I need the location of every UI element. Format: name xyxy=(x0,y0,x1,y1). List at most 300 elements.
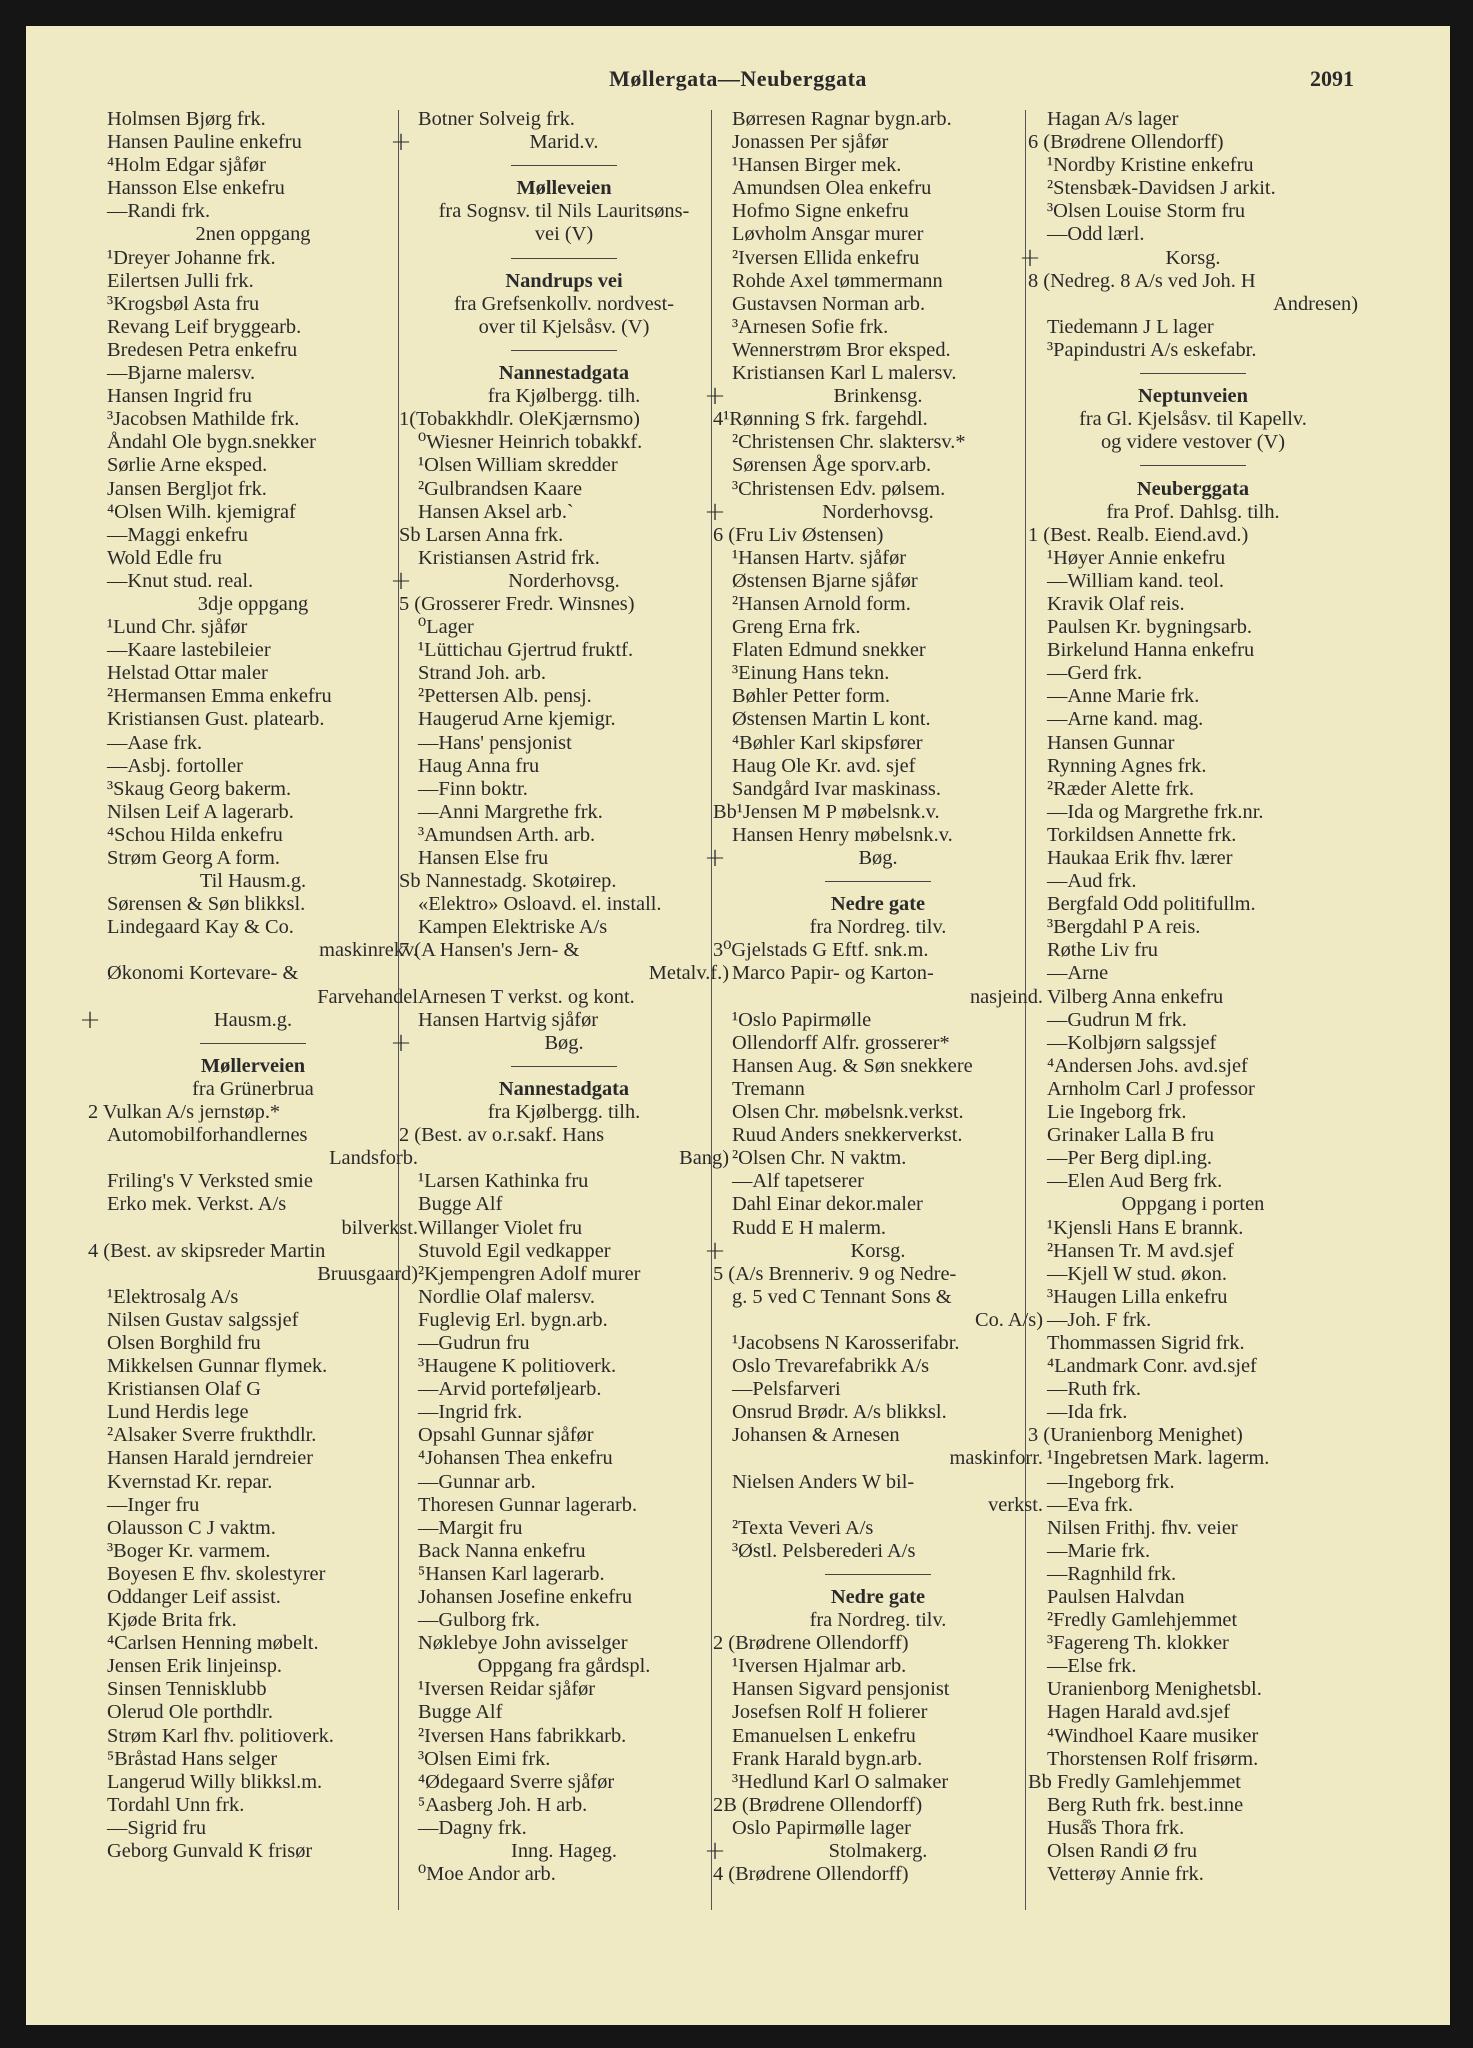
directory-entry xyxy=(88,1517,418,1540)
line-text: Hansen Gunnar xyxy=(1047,731,1175,754)
section-note xyxy=(1028,501,1358,524)
line-text: Onsrud Brødr. A/s blikksl. xyxy=(732,1401,947,1424)
directory-entry xyxy=(88,154,418,177)
directory-entry xyxy=(399,1447,729,1470)
line-text: ⁰Lager xyxy=(418,616,474,639)
line-text: Bb¹Jensen M P møbelsnk.v. xyxy=(713,800,940,823)
house-number-entry xyxy=(399,524,729,547)
line-text: Holmsen Bjørg frk. xyxy=(107,108,266,130)
line-text: —Gerd frk. xyxy=(1047,662,1143,685)
directory-entry xyxy=(399,1170,729,1193)
line-text: —Randi frk. xyxy=(107,200,211,223)
line-text: ³Krogsbøl Asta fru xyxy=(107,292,260,315)
line-text: Tiedemann J L lager xyxy=(1047,315,1214,338)
line-text: Sb Nannestadg. Skotøirep. xyxy=(399,870,617,893)
house-number-entry xyxy=(1028,270,1358,293)
directory-entry xyxy=(713,270,1043,293)
line-text: Rudd E H malerm. xyxy=(732,1216,887,1239)
section-note xyxy=(399,381,729,412)
directory-entry xyxy=(399,547,729,570)
directory-entry xyxy=(399,1286,729,1309)
directory-entry xyxy=(1028,1609,1358,1632)
section-divider xyxy=(88,1027,418,1058)
directory-entry xyxy=(88,408,418,431)
line-text: ¹Lüttichau Gjertrud fruktf. xyxy=(418,639,634,662)
directory-entry xyxy=(1028,616,1358,639)
line-text: Kvernstad Kr. repar. xyxy=(107,1470,273,1493)
directory-entry xyxy=(713,1771,1043,1794)
line-text: Grinaker Lalla B fru xyxy=(1047,1124,1215,1147)
directory-entry xyxy=(88,1725,418,1748)
line-text: ³Arnesen Sofie frk. xyxy=(732,315,889,338)
section-divider xyxy=(399,339,729,362)
line-text: Olerud Ole porthdlr. xyxy=(107,1701,273,1724)
line-text: Johansen & Arnesen xyxy=(732,1424,900,1447)
line-text: Opsahl Gunnar sjåfør xyxy=(418,1424,594,1447)
directory-entry xyxy=(713,1032,1043,1055)
directory-entry xyxy=(713,1748,1043,1771)
directory-entry xyxy=(1028,732,1358,755)
directory-entry xyxy=(1028,1540,1358,1563)
directory-entry xyxy=(88,1817,418,1840)
line-text: Metalv.f.) xyxy=(648,962,729,985)
line-text: —Arne xyxy=(1047,962,1109,985)
crossing-icon: + xyxy=(704,496,726,527)
line-text: 2B (Brødrene Ollendorff) xyxy=(713,1793,923,1816)
line-text: ¹Hansen Hartv. sjåfør xyxy=(732,546,907,569)
directory-entry xyxy=(399,1794,729,1817)
section-divider xyxy=(1028,362,1358,385)
directory-entry xyxy=(713,339,1043,362)
directory-entry xyxy=(399,662,729,685)
line-text: Josefsen Rolf H folierer xyxy=(732,1701,928,1724)
cross-street xyxy=(390,565,729,596)
line-text: ³Haugene K politioverk. xyxy=(418,1355,617,1378)
line-text: Haug Ole Kr. avd. sjef xyxy=(732,754,916,777)
directory-entry xyxy=(1028,177,1358,200)
directory-entry xyxy=(713,154,1043,177)
directory-entry xyxy=(399,639,729,662)
line-text: Sandgård Ivar maskinass. xyxy=(732,777,941,800)
directory-entry xyxy=(713,1147,1043,1170)
directory-entry xyxy=(88,1424,418,1447)
directory-entry xyxy=(399,1678,729,1701)
line-text: Erko mek. Verkst. A/s xyxy=(107,1193,287,1216)
line-text: Sørlie Arne eksped. xyxy=(107,454,268,477)
street-heading xyxy=(1028,385,1358,408)
cross-street xyxy=(704,843,1043,873)
line-text: ¹Iversen Reidar sjåfør xyxy=(418,1678,596,1701)
directory-entry xyxy=(1028,1124,1358,1147)
line-text: 4¹Rønning S frk. fargehdl. xyxy=(713,408,928,431)
line-text: Oslo Trevarefabrikk A/s xyxy=(732,1355,930,1378)
directory-entry xyxy=(713,454,1043,477)
directory-entry xyxy=(88,431,418,454)
line-text: Korsg. xyxy=(850,1239,906,1262)
directory-entry xyxy=(713,1170,1043,1193)
directory-entry xyxy=(399,108,729,131)
line-text: Olsen Borghild fru xyxy=(107,1331,261,1354)
line-text: ²Olsen Chr. N vaktm. xyxy=(732,1147,907,1170)
directory-entry xyxy=(1028,962,1358,985)
directory-entry xyxy=(713,755,1043,778)
line-text: Frank Harald bygn.arb. xyxy=(732,1747,923,1770)
directory-entry xyxy=(713,478,1043,501)
entry-continuation xyxy=(1028,293,1358,316)
house-number-entry xyxy=(399,593,729,616)
directory-entry xyxy=(399,824,729,847)
line-text: Sørensen & Søn blikksl. xyxy=(107,893,306,916)
section-note xyxy=(713,1609,1043,1632)
street-heading xyxy=(399,177,729,200)
line-text: Sb Larsen Anna frk. xyxy=(399,523,564,546)
line-text: Bøg. xyxy=(544,1031,584,1054)
directory-entry xyxy=(399,1817,729,1840)
line-text: —Else frk. xyxy=(1047,1655,1137,1678)
directory-entry xyxy=(399,755,729,778)
directory-entry xyxy=(713,1378,1043,1401)
directory-entry xyxy=(399,1235,729,1266)
line-text: Nilsen Frithj. fhv. veier xyxy=(1047,1516,1238,1539)
line-text: ⁴Johansen Thea enkefru xyxy=(418,1447,613,1470)
line-text: ⁴Landmark Conr. avd.sjef xyxy=(1047,1355,1257,1378)
line-text: Økonomi Kortevare- & xyxy=(107,962,299,985)
directory-entry xyxy=(1028,1078,1358,1101)
directory-entry xyxy=(88,1586,418,1609)
section-note xyxy=(1028,1193,1358,1216)
line-text: ³Østl. Pelsberederi A/s xyxy=(732,1539,916,1562)
line-text: Dahl Einar dekor.maler xyxy=(732,1193,923,1216)
line-text: ⁴Holm Edgar sjåfør xyxy=(107,154,266,177)
line-text: 1 (Best. Realb. Eiend.avd.) xyxy=(1028,523,1249,546)
line-text: —Gulborg frk. xyxy=(418,1609,540,1632)
directory-entry xyxy=(713,1078,1043,1101)
directory-entry xyxy=(1028,1563,1358,1586)
house-number-entry xyxy=(1028,1771,1358,1794)
page-title: Møllergata—Neuberggata xyxy=(609,66,867,91)
line-text: —Odd lærl. xyxy=(1047,223,1145,246)
line-text: Kampen Elektriske A/s xyxy=(418,916,608,939)
directory-entry xyxy=(399,685,729,708)
line-text: Hansen Pauline enkefru xyxy=(107,131,302,154)
line-text: Hansson Else enkefru xyxy=(107,177,285,200)
directory-entry xyxy=(1028,639,1358,662)
line-text: Brinkensg. xyxy=(833,385,923,408)
directory-entry xyxy=(1028,1471,1358,1494)
line-text: Helstad Ottar maler xyxy=(107,662,268,685)
house-number-entry xyxy=(1028,1424,1358,1447)
directory-entry xyxy=(1028,1309,1358,1332)
cross-street xyxy=(1019,242,1358,273)
line-text: Tremann xyxy=(732,1077,805,1100)
directory-entry xyxy=(88,1378,418,1401)
directory-entry xyxy=(1028,1240,1358,1263)
line-text: —Marie frk. xyxy=(1047,1539,1151,1562)
line-text: Geborg Gunvald K frisør xyxy=(107,1840,313,1863)
directory-entry xyxy=(1028,1263,1358,1286)
directory-entry xyxy=(1028,1447,1358,1470)
directory-entry xyxy=(713,593,1043,616)
line-text: Hausm.g. xyxy=(213,1008,293,1031)
directory-entry xyxy=(399,801,729,824)
line-text: Paulsen Kr. bygningsarb. xyxy=(1047,616,1253,639)
directory-entry xyxy=(1028,1725,1358,1748)
column-2 xyxy=(390,108,729,1886)
line-text: —Ragnhild frk. xyxy=(1047,1562,1177,1585)
line-text: Bang) xyxy=(679,1147,729,1170)
directory-entry xyxy=(713,200,1043,223)
section-note xyxy=(88,593,418,616)
directory-entry xyxy=(399,916,729,939)
line-text: Oddanger Leif assist. xyxy=(107,1586,281,1608)
line-text: Botner Solveig frk. xyxy=(418,108,575,130)
line-text: ¹Iversen Hjalmar arb. xyxy=(732,1655,907,1678)
line-text: ⁴Schou Hilda enkefru xyxy=(107,823,283,846)
line-text: —Inger fru xyxy=(107,1493,200,1516)
directory-entry xyxy=(713,131,1043,154)
directory-entry xyxy=(88,1170,418,1193)
line-text: —Eva frk. xyxy=(1047,1493,1134,1516)
directory-entry xyxy=(88,1794,418,1817)
house-number-entry xyxy=(713,1794,1043,1817)
section-note xyxy=(88,223,418,246)
house-number-entry xyxy=(399,408,729,431)
street-heading xyxy=(399,362,729,385)
line-text: Neuberggata xyxy=(1136,477,1250,500)
page-number: 2091 xyxy=(1310,66,1354,91)
directory-entry xyxy=(88,1471,418,1494)
line-text: 4 (Brødrene Ollendorff) xyxy=(713,1863,909,1886)
line-text: Hansen Sigvard pensjonist xyxy=(732,1678,950,1701)
entry-continuation xyxy=(713,1309,1043,1332)
line-text: Strøm Georg A form. xyxy=(107,847,280,869)
directory-entry xyxy=(713,1540,1043,1563)
directory-entry xyxy=(399,496,729,527)
directory-entry xyxy=(713,685,1043,708)
house-number-entry xyxy=(713,1632,1043,1655)
directory-entry xyxy=(399,454,729,477)
line-text: Berg Ruth frk. best.inne xyxy=(1047,1793,1244,1816)
line-text: Bruusgaard) xyxy=(317,1262,418,1285)
line-text: Norderhovsg. xyxy=(822,500,934,523)
column-1 xyxy=(79,108,418,1863)
directory-entry xyxy=(713,616,1043,639)
line-text: —Kjell W stud. økon. xyxy=(1047,1262,1227,1285)
line-text: Oppgang fra gårdspl. xyxy=(477,1655,651,1678)
line-text: vei (V) xyxy=(534,223,594,246)
directory-entry xyxy=(713,223,1043,246)
house-number-entry xyxy=(713,801,1043,824)
line-text: Østensen Bjarne sjåfør xyxy=(732,569,918,592)
line-text: ⁴Windhoel Kaare musiker xyxy=(1047,1724,1259,1747)
street-heading xyxy=(88,1055,418,1078)
directory-entry xyxy=(1028,1055,1358,1078)
line-text: ¹Høyer Annie enkefru xyxy=(1047,546,1226,569)
line-text: Ollendorff Alfr. grosserer* xyxy=(732,1031,950,1054)
line-text: Lund Herdis lege xyxy=(107,1401,249,1424)
line-text: —William kand. teol. xyxy=(1047,569,1224,592)
line-text: Revang Leif bryggearb. xyxy=(107,315,302,338)
line-text: Børresen Ragnar bygn.arb. xyxy=(732,108,952,130)
directory-entry xyxy=(713,1424,1043,1447)
directory-entry xyxy=(1028,1655,1358,1678)
line-text: Nilsen Leif A lagerarb. xyxy=(107,800,294,823)
directory-entry xyxy=(399,1586,729,1609)
line-text: Johansen Josefine enkefru xyxy=(418,1586,633,1608)
cross-street xyxy=(704,496,1043,527)
directory-entry xyxy=(713,662,1043,685)
line-text: —Alf tapetserer xyxy=(732,1170,864,1193)
line-text: Willanger Violet fru xyxy=(418,1216,583,1239)
directory-entry xyxy=(1028,1494,1358,1517)
line-text: Friling's V Verksted smie xyxy=(107,1170,313,1193)
directory-entry xyxy=(399,732,729,755)
directory-entry xyxy=(713,639,1043,662)
line-text: Vetterøy Annie frk. xyxy=(1047,1863,1204,1886)
line-text: Røthe Liv fru xyxy=(1047,939,1158,962)
line-text: Strand Joh. arb. xyxy=(418,662,546,685)
directory-entry xyxy=(399,616,729,639)
line-text: ⁰Wiesner Heinrich tobakkf. xyxy=(418,431,643,454)
directory-entry xyxy=(88,1678,418,1701)
directory-entry xyxy=(399,1725,729,1748)
line-text: ⁴Carlsen Henning møbelt. xyxy=(107,1632,319,1655)
line-text: 8 (Nedreg. 8 A/s ved Joh. H xyxy=(1028,269,1256,292)
directory-entry xyxy=(713,1701,1043,1724)
directory-entry xyxy=(88,127,418,158)
line-text: Sinsen Tennisklubb xyxy=(107,1678,267,1701)
line-text: Paulsen Halvdan xyxy=(1047,1586,1185,1608)
line-text: fra Nordreg. tilv. xyxy=(809,916,947,939)
directory-entry xyxy=(88,1563,418,1586)
line-text: ⁰Moe Andor arb. xyxy=(418,1863,556,1886)
directory-entry xyxy=(88,1309,418,1332)
line-text: Uranienborg Menighetsbl. xyxy=(1047,1678,1262,1701)
directory-entry xyxy=(713,732,1043,755)
directory-entry xyxy=(88,662,418,685)
line-text: Bredesen Petra enkefru xyxy=(107,338,298,361)
directory-entry xyxy=(1028,755,1358,778)
line-text: ²Fredly Gamlehjemmet xyxy=(1047,1609,1238,1632)
line-text: Olausson C J vaktm. xyxy=(107,1516,276,1539)
line-text: Eilertsen Julli frk. xyxy=(107,269,254,292)
line-text: g. 5 ved C Tennant Sons & xyxy=(732,1285,952,1308)
line-text: Tordahl Unn frk. xyxy=(107,1793,245,1816)
line-text: Marco Papir- og Karton- xyxy=(732,962,934,985)
line-text: Thommassen Sigrid frk. xyxy=(1047,1331,1245,1354)
directory-entry xyxy=(713,962,1043,985)
line-text: Fuglevig Erl. bygn.arb. xyxy=(418,1308,608,1331)
line-text: 4 (Best. av skipsreder Martin xyxy=(88,1239,326,1262)
house-number-entry xyxy=(713,939,1043,962)
line-text: ¹Dreyer Johanne frk. xyxy=(107,246,276,269)
crossing-icon: + xyxy=(704,1836,726,1867)
directory-entry xyxy=(399,1748,729,1771)
section-divider xyxy=(713,1563,1043,1586)
directory-entry xyxy=(1028,339,1358,362)
line-text: Hansen Aug. & Søn snekkere xyxy=(732,1054,973,1077)
line-text: —Joh. F frk. xyxy=(1047,1308,1152,1331)
line-text: Kristiansen Astrid frk. xyxy=(418,546,600,569)
directory-entry xyxy=(399,1332,729,1355)
directory-entry xyxy=(713,1101,1043,1124)
line-text: Bøhler Petter form. xyxy=(732,685,890,708)
line-text: ¹Jacobsens N Karosserifabr. xyxy=(732,1331,960,1354)
line-text: Hagen Harald avd.sjef xyxy=(1047,1701,1230,1724)
line-text: ²Stensbæk-Davidsen J arkit. xyxy=(1047,177,1276,200)
directory-entry xyxy=(399,986,729,1009)
line-text: ¹Hansen Birger mek. xyxy=(732,154,902,177)
directory-entry xyxy=(1028,1678,1358,1701)
line-text: Haugerud Arne kjemigr. xyxy=(418,708,616,731)
directory-entry xyxy=(399,1609,729,1632)
directory-entry xyxy=(1028,824,1358,847)
directory-entry xyxy=(713,293,1043,316)
line-text: Jensen Erik linjeinsp. xyxy=(107,1655,282,1678)
line-text: Oppgang i porten xyxy=(1121,1193,1265,1216)
line-text: Bugge Alf xyxy=(418,1701,503,1724)
line-text: Mikkelsen Gunnar flymek. xyxy=(107,1355,328,1378)
line-text: —Ingrid frk. xyxy=(418,1401,523,1424)
directory-entry xyxy=(399,1471,729,1494)
line-text: Andresen) xyxy=(1273,292,1358,315)
line-text: ¹Larsen Kathinka fru xyxy=(418,1170,589,1193)
directory-entry xyxy=(713,431,1043,454)
line-text: Flaten Edmund snekker xyxy=(732,639,926,662)
line-text: —Kolbjørn salgssjef xyxy=(1047,1031,1217,1054)
line-text: —Per Berg dipl.ing. xyxy=(1047,1147,1213,1170)
directory-entry xyxy=(1028,1286,1358,1309)
line-text: 5 (A/s Brenneriv. 9 og Nedre- xyxy=(713,1262,957,1285)
line-text: —Pelsfarveri xyxy=(732,1378,841,1401)
line-text: Bergfald Odd politifullm. xyxy=(1047,893,1256,916)
section-note xyxy=(399,200,729,223)
directory-entry xyxy=(88,501,418,524)
directory-entry xyxy=(88,847,418,870)
directory-entry xyxy=(88,200,418,223)
directory-entry xyxy=(399,1632,729,1655)
line-text: ²Alsaker Sverre frukthdlr. xyxy=(107,1424,317,1447)
directory-entry xyxy=(88,270,418,293)
directory-entry xyxy=(88,339,418,362)
directory-entry xyxy=(399,1494,729,1517)
line-text: —Ingeborg frk. xyxy=(1047,1470,1175,1493)
directory-entry xyxy=(1028,1147,1358,1170)
line-text: 6 (Brødrene Ollendorff) xyxy=(1028,131,1224,154)
line-text: —Gudrun fru xyxy=(418,1331,530,1354)
section-note xyxy=(399,1836,729,1867)
directory-entry xyxy=(1028,316,1358,339)
street-heading xyxy=(713,1586,1043,1609)
line-text: ³Skaug Georg bakerm. xyxy=(107,777,292,800)
line-text: Kjøde Brita frk. xyxy=(107,1609,237,1632)
line-text: ³Olsen Louise Storm fru xyxy=(1047,200,1246,223)
directory-entry xyxy=(399,893,729,916)
line-text: 1(Tobakkhdlr. OleKjærnsmo) xyxy=(399,408,640,431)
line-text: ³Jacobsen Mathilde frk. xyxy=(107,408,300,431)
house-number-entry xyxy=(399,870,729,893)
line-text: Nilsen Gustav salgssjef xyxy=(107,1308,299,1331)
section-note xyxy=(1028,408,1358,431)
directory-entry xyxy=(88,1355,418,1378)
directory-entry xyxy=(713,1193,1043,1216)
entry-continuation xyxy=(88,939,418,962)
entry-continuation xyxy=(88,1263,418,1286)
directory-entry xyxy=(88,639,418,662)
directory-entry xyxy=(399,1217,729,1240)
section-divider xyxy=(399,154,729,177)
directory-entry xyxy=(88,616,418,639)
